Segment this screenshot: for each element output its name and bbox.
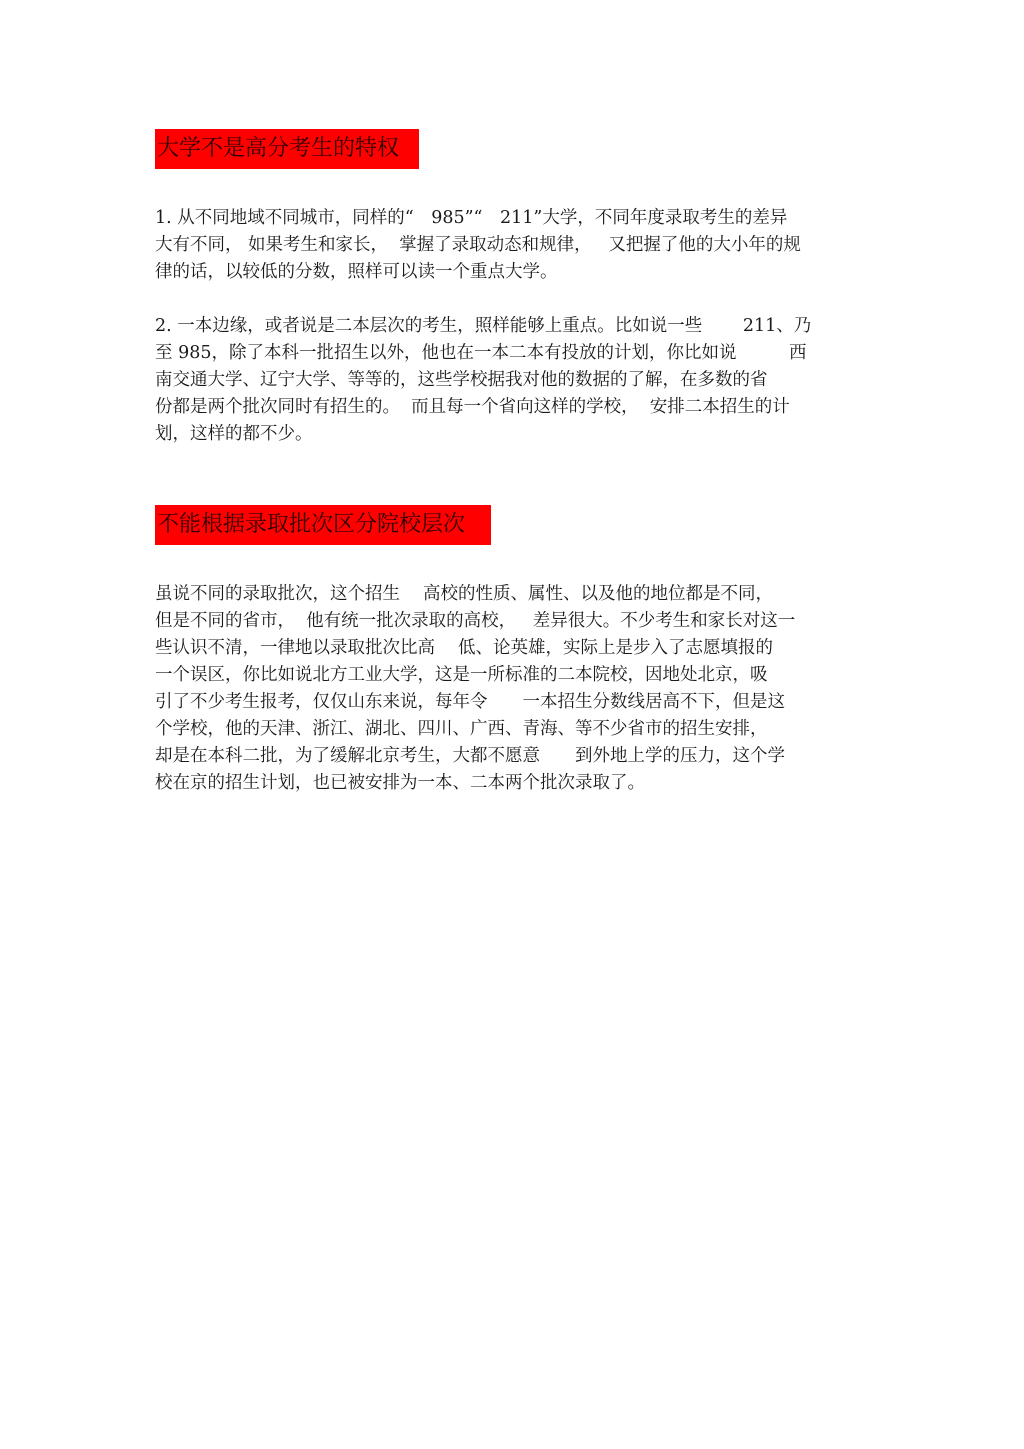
text-line: 但是不同的省市， 他有统一批次录取的高校， 差异很大。不少考生和家长对这一 [155,611,796,631]
paragraph-3 [155,581,875,797]
text-line: 些认识不清，一律地以录取批次比高 低、论英雄，实际上是步入了志愿填报的 [155,638,774,658]
section-heading-1: 大学不是高分考生的特权 [155,129,419,169]
text-line: 1. 从不同地域不同城市，同样的“ 985”“ 211”大学，不同年度录取考生的差异 [155,208,788,228]
section-heading-2: 不能根据录取批次区分院校层次 [155,505,491,545]
text-line: 一个误区，你比如说北方工业大学，这是一所标准的二本院校，因地处北京，吸 [155,665,768,685]
text-line: 却是在本科二批，为了缓解北京考生，大都不愿意 到外地上学的压力，这个学 [155,746,785,766]
text-line: 虽说不同的录取批次，这个招生 高校的性质、属性、以及他的地位都是不同， [155,584,774,604]
text-line: 大有不同， 如果考生和家长， 掌握了录取动态和规律， 又把握了他的大小年的规 [155,235,801,255]
text-line: 个学校，他的天津、浙江、湖北、四川、广西、青海、等不少省市的招生安排， [155,719,768,739]
text-line: 划，这样的都不少。 [155,424,313,444]
text-line: 南交通大学、辽宁大学、等等的，这些学校据我对他的数据的了解，在多数的省 [155,370,768,390]
text-line: 律的话，以较低的分数，照样可以读一个重点大学。 [155,262,558,282]
paragraph-1 [155,205,875,286]
text-line: 至 985，除了本科一批招生以外，他也在一本二本有投放的计划，你比如说 西 [155,343,807,363]
text-line: 引了不少考生报考，仅仅山东来说，每年令 一本招生分数线居高不下，但是这 [155,692,785,712]
text-line: 份都是两个批次同时有招生的。 而且每一个省向这样的学校， 安排二本招生的计 [155,397,790,417]
text-line: 2. 一本边缘，或者说是二本层次的考生，照样能够上重点。比如说一些 211、乃 [155,316,812,336]
text-line: 校在京的招生计划，也已被安排为一本、二本两个批次录取了。 [155,773,645,793]
paragraph-2 [155,313,875,448]
